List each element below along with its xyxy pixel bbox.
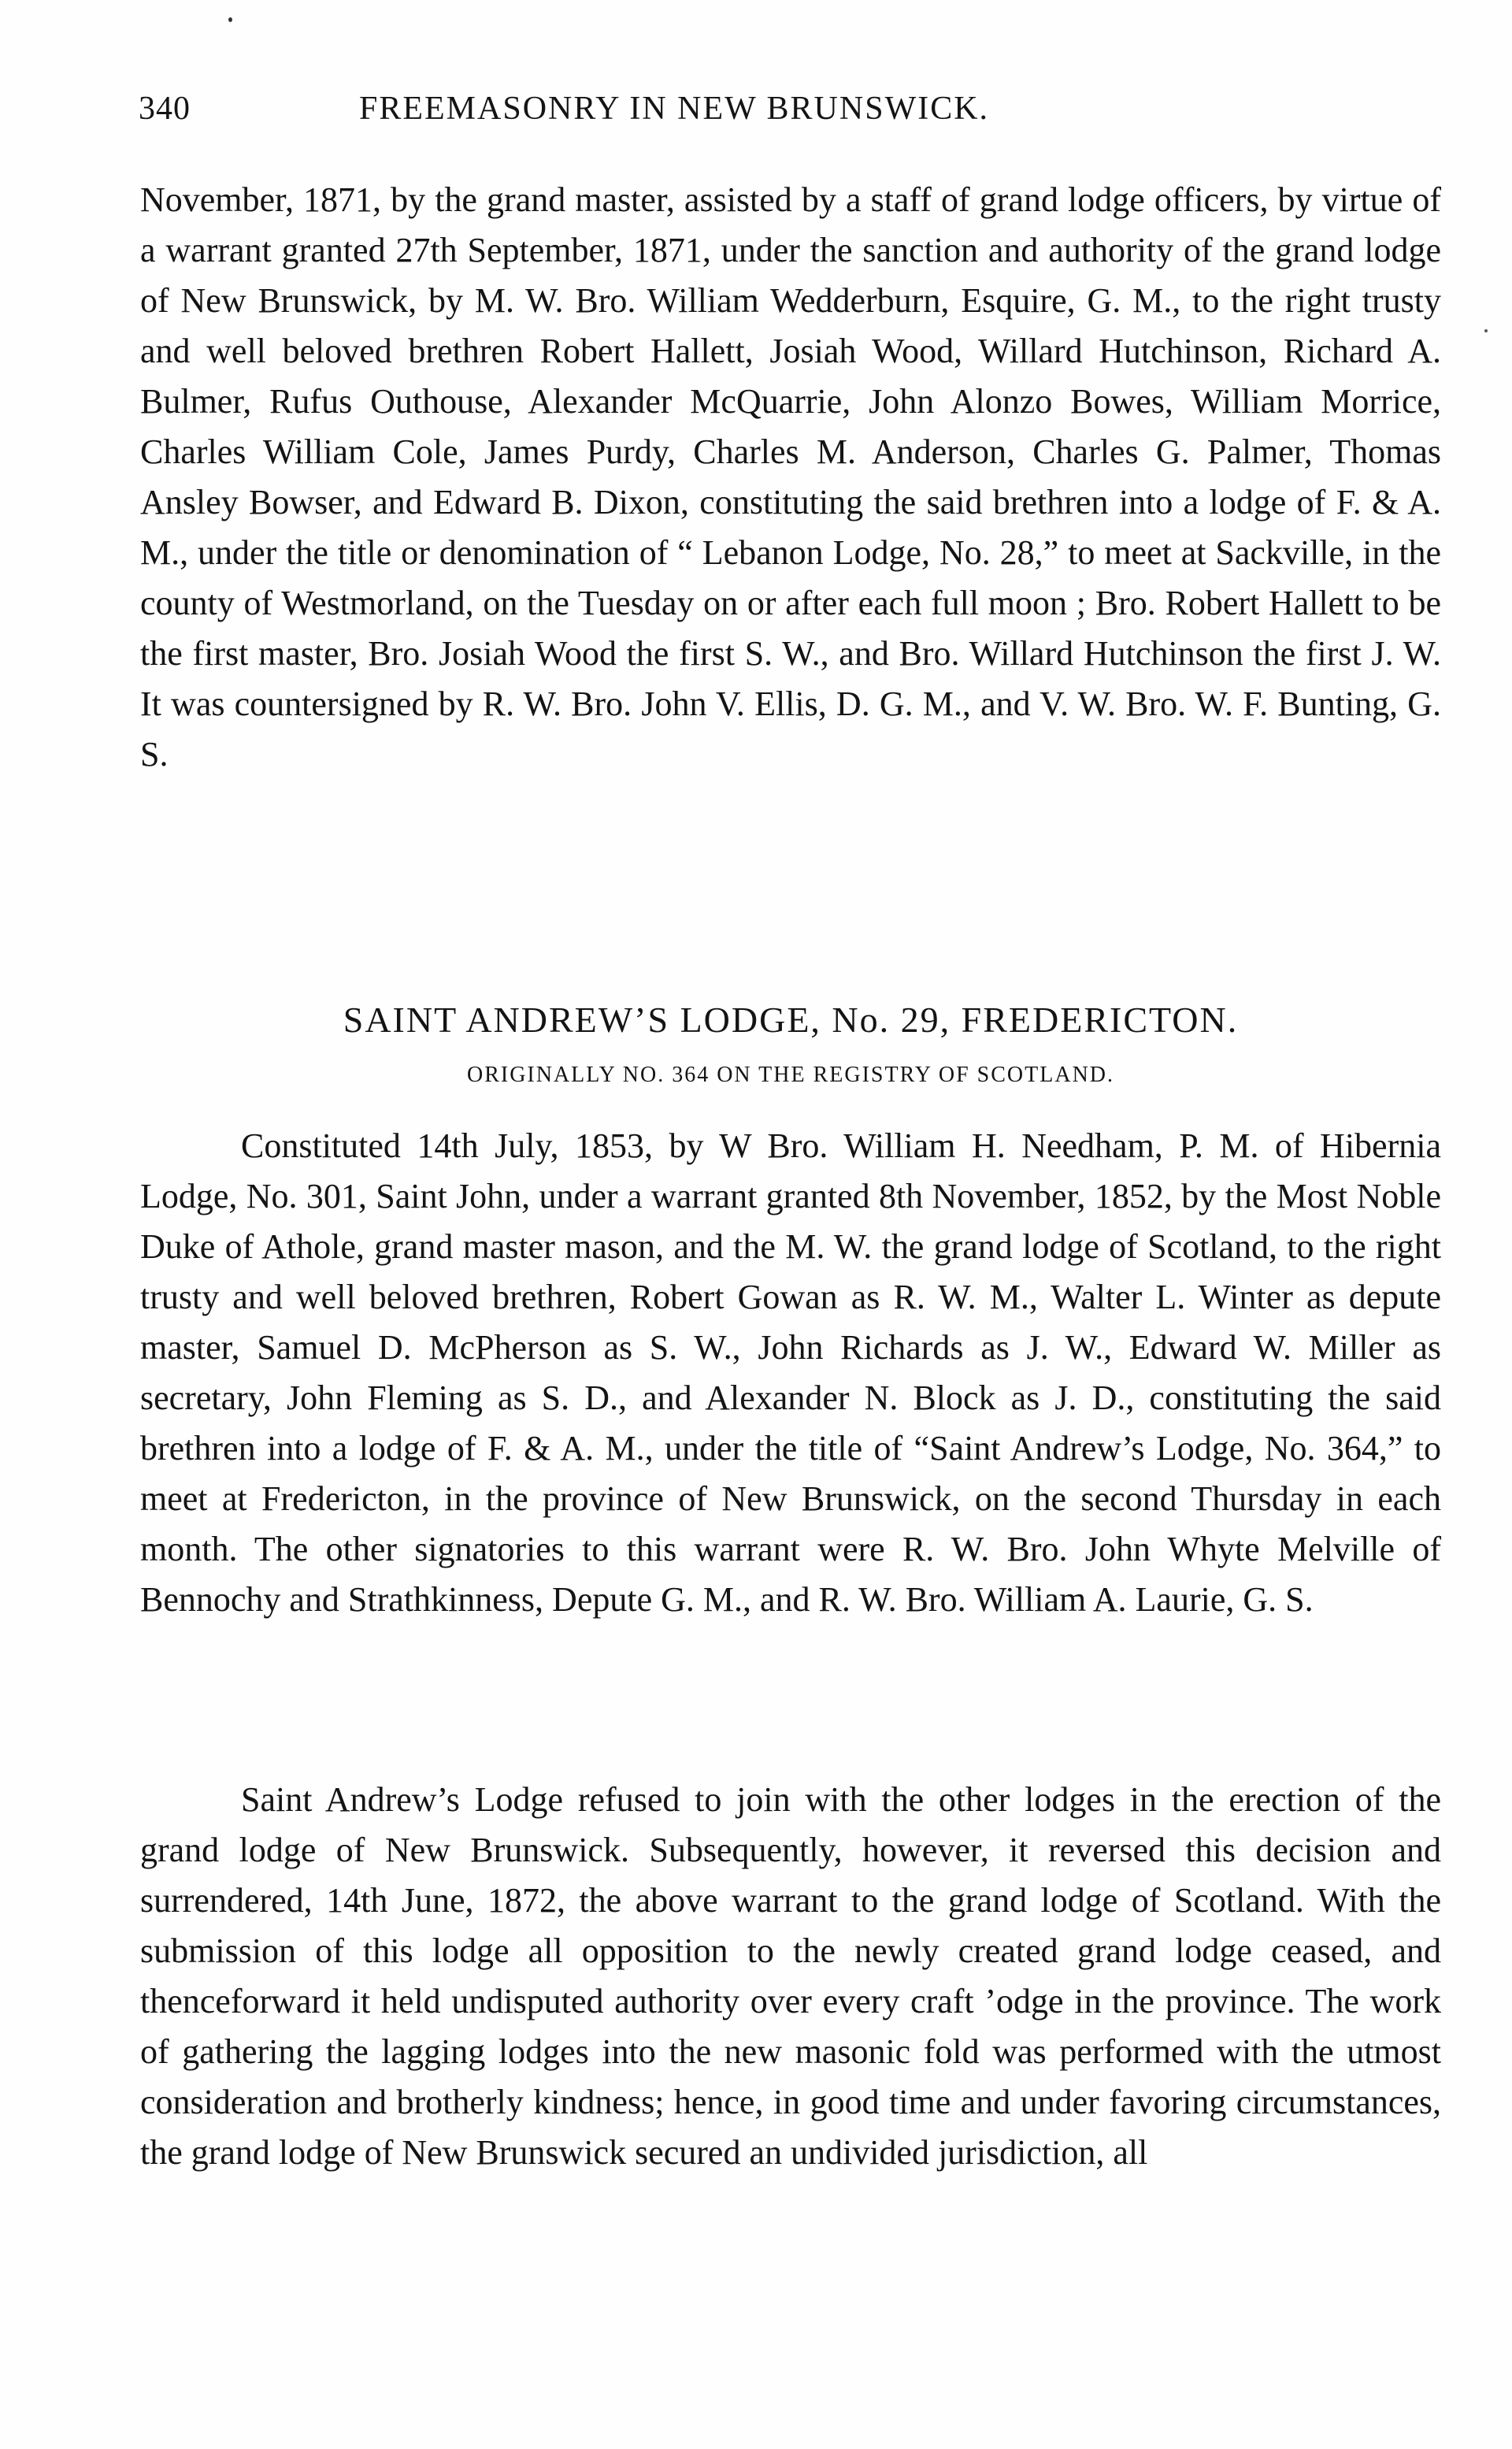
page-header [139, 85, 1320, 132]
paragraph: Constituted 14th July, 1853, by W Bro. William H. Needham, P. M. of Hibernia Lodge, No. 301, Saint John, under a warrant granted 8th November, 1852, by the Most Noble Duke of Athole, grand master mason, and the M. W. the grand lodge of Scotland, to the right trusty and well beloved brethren, Robert Gowan as R. W. M., Walter L. Winter as depute master, Samuel D. McPherson as S. W., John Richards as J. W., Edward W. Miller as secretary, John Fleming as S. D., and Alexander N. Block as J. D., constituting the said brethren into a lodge of F. & A. M., under the title of “Saint Andrew’s Lodge, No. 364,” to meet at Fredericton, in the province of New Brunswick, on the second Thursday in each month. The other signatories to this warrant were R. W. Bro. John Whyte Melville of Bennochy and Strathkinness, Depute G. M., and R. W. Bro. William A. Laurie, G. S. [140, 1126, 1441, 1619]
page-number: 340 [139, 91, 191, 127]
running-head: FREEMASONRY IN NEW BRUNSWICK. [359, 91, 990, 127]
section-subheading: ORIGINALLY NO. 364 ON THE REGISTRY OF SCOTLAND. [466, 1063, 1115, 1087]
print-speck [228, 17, 232, 22]
print-speck [1484, 329, 1488, 332]
body-text-section-continued [140, 1775, 1441, 2178]
body-text-continuation [140, 175, 1441, 780]
section-heading: SAINT ANDREW’S LODGE, No. 29, FREDERICTON. [343, 1000, 1239, 1040]
body-text-section [140, 1121, 1441, 1625]
paragraph: Saint Andrew’s Lodge refused to join with the other lodges in the erection of the grand lodge of New Brunswick. Subsequently, however, it reversed this decision and surrendered, 14th June, 1872, the above warrant to the grand lodge of Scotland. With the submission of this lodge all opposition to the newly created grand lodge ceased, and thenceforward it held undisputed authority over every craft ’odge in the province. The work of gathering the lagging lodges into the new masonic fold was performed with the utmost consideration and brotherly kindness; hence, in good time and under favoring circumstances, the grand lodge of New Brunswick secured an undivided jurisdiction, all [140, 1780, 1441, 2172]
paragraph: November, 1871, by the grand master, assisted by a staff of grand lodge officers, by virtue of a warrant granted 27th September, 1871, under the sanction and authority of the grand lodge of New Brunswick, by M. W. Bro. William Wedderburn, Esquire, G. M., to the right trusty and well beloved brethren Robert Hallett, Josiah Wood, Willard Hutchinson, Richard A. Bulmer, Rufus Outhouse, Alexander McQuarrie, John Alonzo Bowes, William Morrice, Charles William Cole, James Purdy, Charles M. Anderson, Charles G. Palmer, Thomas Ansley Bowser, and Edward B. Dixon, constituting the said brethren into a lodge of F. & A. M., under the title or denomination of “ Lebanon Lodge, No. 28,” to meet at Sackville, in the county of Westmorland, on the Tuesday on or after each full moon ; Bro. Robert Hallett to be the first master, Bro. Josiah Wood the first S. W., and Bro. Willard Hutchinson the first J. W. It was countersigned by R. W. Bro. John V. Ellis, D. G. M., and V. W. Bro. W. F. Bunting, G. S. [140, 180, 1441, 774]
